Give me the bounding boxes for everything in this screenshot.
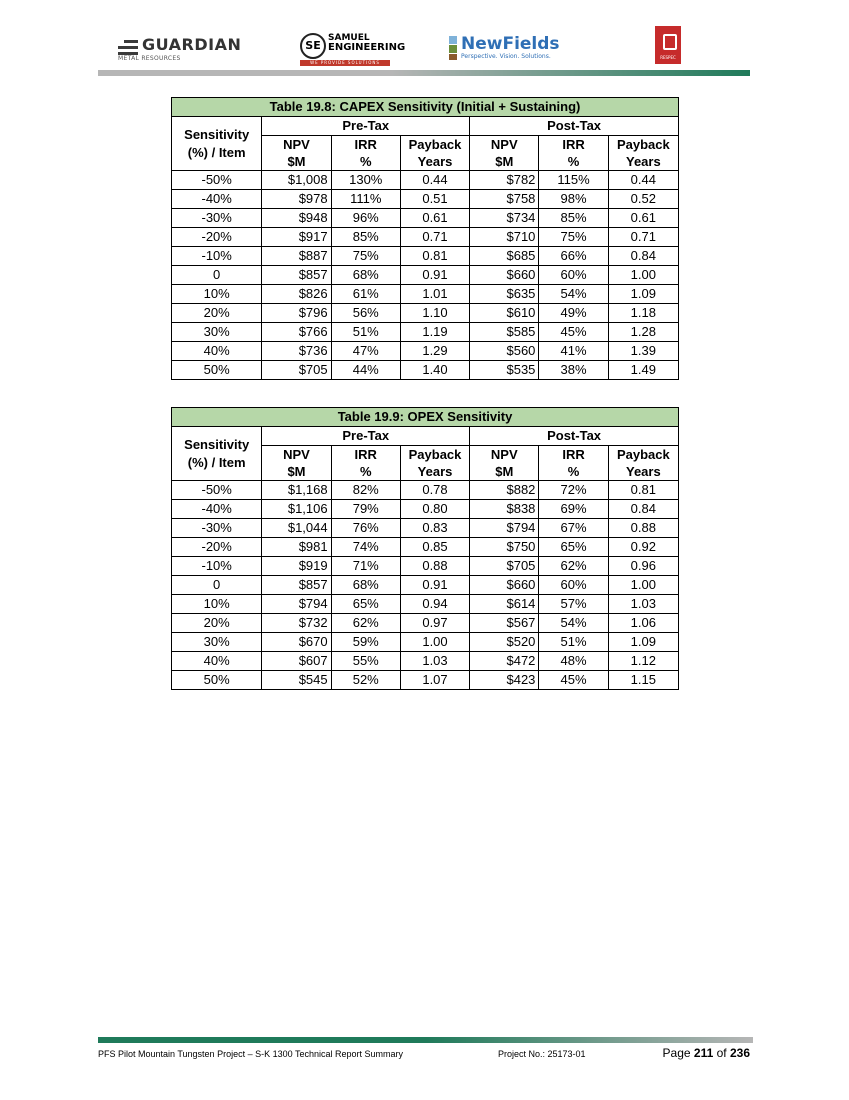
nf-square-icon xyxy=(449,45,457,53)
sensitivity-cell: -40% xyxy=(172,500,262,519)
value-cell: $1,008 xyxy=(262,171,331,190)
value-cell: $1,168 xyxy=(262,481,331,500)
value-cell: 65% xyxy=(331,595,400,614)
value-cell: 60% xyxy=(539,266,608,285)
column-unit: $M xyxy=(470,463,539,481)
value-cell: 1.39 xyxy=(608,342,678,361)
value-cell: $705 xyxy=(470,557,539,576)
value-cell: 52% xyxy=(331,671,400,690)
newfields-name: NewFields xyxy=(461,34,560,54)
capex-sensitivity-table xyxy=(171,97,679,380)
se-mark: SE xyxy=(300,33,326,59)
table-row xyxy=(172,595,679,614)
column-unit: % xyxy=(331,463,400,481)
sensitivity-cell: 10% xyxy=(172,595,262,614)
column-header: IRR xyxy=(539,136,608,154)
value-cell: $857 xyxy=(262,266,331,285)
value-cell: 65% xyxy=(539,538,608,557)
value-cell: $585 xyxy=(470,323,539,342)
value-cell: 0.97 xyxy=(400,614,469,633)
value-cell: $660 xyxy=(470,266,539,285)
se-logo-line1: SAMUEL xyxy=(328,33,370,43)
value-cell: 0.52 xyxy=(608,190,678,209)
value-cell: 1.09 xyxy=(608,285,678,304)
value-cell: $766 xyxy=(262,323,331,342)
value-cell: 1.29 xyxy=(400,342,469,361)
sensitivity-cell: -10% xyxy=(172,557,262,576)
respec-mark-icon xyxy=(663,34,677,50)
column-unit: $M xyxy=(470,153,539,171)
value-cell: 1.09 xyxy=(608,633,678,652)
value-cell: 1.07 xyxy=(400,671,469,690)
opex-sensitivity-table xyxy=(171,407,679,690)
sensitivity-cell: -40% xyxy=(172,190,262,209)
table-row xyxy=(172,342,679,361)
value-cell: $826 xyxy=(262,285,331,304)
column-header: NPV xyxy=(470,446,539,464)
value-cell: 62% xyxy=(539,557,608,576)
table-row xyxy=(172,190,679,209)
nf-square-icon xyxy=(449,36,457,44)
table-row xyxy=(172,304,679,323)
table-row xyxy=(172,323,679,342)
row-header-line2: (%) / Item xyxy=(187,454,246,470)
value-cell: $670 xyxy=(262,633,331,652)
value-cell: 1.40 xyxy=(400,361,469,380)
sensitivity-cell: 50% xyxy=(172,671,262,690)
value-cell: 1.15 xyxy=(608,671,678,690)
value-cell: 1.28 xyxy=(608,323,678,342)
respec-logo-text: RESPEC xyxy=(660,55,676,60)
table-row xyxy=(172,614,679,633)
table-title: Table 19.9: OPEX Sensitivity xyxy=(172,408,679,427)
value-cell: 74% xyxy=(331,538,400,557)
value-cell: $607 xyxy=(262,652,331,671)
value-cell: 82% xyxy=(331,481,400,500)
row-header xyxy=(172,427,262,481)
value-cell: 1.03 xyxy=(400,652,469,671)
sensitivity-cell: 40% xyxy=(172,652,262,671)
group-header-pretax: Pre-Tax xyxy=(262,427,470,446)
value-cell: $635 xyxy=(470,285,539,304)
value-cell: $796 xyxy=(262,304,331,323)
sensitivity-cell: -10% xyxy=(172,247,262,266)
sensitivity-cell: -50% xyxy=(172,171,262,190)
sensitivity-cell: 0 xyxy=(172,576,262,595)
value-cell: $705 xyxy=(262,361,331,380)
value-cell: $472 xyxy=(470,652,539,671)
value-cell: $1,106 xyxy=(262,500,331,519)
newfields-tagline: Perspective. Vision. Solutions. xyxy=(461,53,551,60)
value-cell: 41% xyxy=(539,342,608,361)
value-cell: $882 xyxy=(470,481,539,500)
value-cell: 38% xyxy=(539,361,608,380)
value-cell: 0.88 xyxy=(400,557,469,576)
table-row xyxy=(172,671,679,690)
value-cell: 0.78 xyxy=(400,481,469,500)
column-unit: $M xyxy=(262,463,331,481)
value-cell: 51% xyxy=(331,323,400,342)
value-cell: 1.06 xyxy=(608,614,678,633)
value-cell: 0.84 xyxy=(608,500,678,519)
value-cell: 0.91 xyxy=(400,266,469,285)
column-header: Payback xyxy=(608,446,678,464)
value-cell: 0.84 xyxy=(608,247,678,266)
sensitivity-cell: 20% xyxy=(172,304,262,323)
value-cell: 75% xyxy=(331,247,400,266)
column-header: IRR xyxy=(331,446,400,464)
page-total: 236 xyxy=(729,1046,750,1060)
value-cell: 111% xyxy=(331,190,400,209)
value-cell: 66% xyxy=(539,247,608,266)
value-cell: 68% xyxy=(331,266,400,285)
value-cell: 85% xyxy=(539,209,608,228)
value-cell: 0.44 xyxy=(608,171,678,190)
value-cell: 1.18 xyxy=(608,304,678,323)
table-row xyxy=(172,266,679,285)
column-unit: Years xyxy=(608,463,678,481)
value-cell: 62% xyxy=(331,614,400,633)
column-unit: $M xyxy=(262,153,331,171)
column-unit: % xyxy=(539,153,608,171)
value-cell: $782 xyxy=(470,171,539,190)
value-cell: 0.91 xyxy=(400,576,469,595)
value-cell: 115% xyxy=(539,171,608,190)
value-cell: 51% xyxy=(539,633,608,652)
sensitivity-cell: 20% xyxy=(172,614,262,633)
table-row xyxy=(172,361,679,380)
value-cell: 61% xyxy=(331,285,400,304)
table-body xyxy=(172,481,679,690)
value-cell: 1.49 xyxy=(608,361,678,380)
column-unit: Years xyxy=(608,153,678,171)
table-row xyxy=(172,171,679,190)
value-cell: $423 xyxy=(470,671,539,690)
group-header-posttax: Post-Tax xyxy=(470,117,679,136)
table-row xyxy=(172,519,679,538)
value-cell: $919 xyxy=(262,557,331,576)
value-cell: 0.88 xyxy=(608,519,678,538)
value-cell: $736 xyxy=(262,342,331,361)
row-header-line2: (%) / Item xyxy=(187,144,246,160)
table-row xyxy=(172,247,679,266)
row-header-line1: Sensitivity xyxy=(184,436,250,452)
guardian-logo xyxy=(118,35,242,62)
value-cell: $610 xyxy=(470,304,539,323)
value-cell: 0.81 xyxy=(400,247,469,266)
value-cell: $614 xyxy=(470,595,539,614)
table-row xyxy=(172,500,679,519)
value-cell: 48% xyxy=(539,652,608,671)
column-header: NPV xyxy=(262,136,331,154)
value-cell: 0.94 xyxy=(400,595,469,614)
value-cell: 96% xyxy=(331,209,400,228)
page-prefix: Page xyxy=(662,1046,691,1060)
column-header: NPV xyxy=(262,446,331,464)
value-cell: $567 xyxy=(470,614,539,633)
value-cell: 59% xyxy=(331,633,400,652)
value-cell: 130% xyxy=(331,171,400,190)
table-body xyxy=(172,171,679,380)
header-rule xyxy=(98,70,750,76)
value-cell: $710 xyxy=(470,228,539,247)
se-logo-line2: ENGINEERING xyxy=(328,42,406,53)
value-cell: 79% xyxy=(331,500,400,519)
page-current: 211 xyxy=(693,1046,714,1060)
sensitivity-cell: -20% xyxy=(172,538,262,557)
row-header xyxy=(172,117,262,171)
page-footer xyxy=(98,1046,750,1062)
value-cell: 0.51 xyxy=(400,190,469,209)
column-header: Payback xyxy=(400,136,469,154)
value-cell: $948 xyxy=(262,209,331,228)
value-cell: 54% xyxy=(539,285,608,304)
table-row xyxy=(172,228,679,247)
footer-project-number: Project No.: 25173-01 xyxy=(498,1049,586,1059)
table-row xyxy=(172,576,679,595)
value-cell: 69% xyxy=(539,500,608,519)
value-cell: 0.83 xyxy=(400,519,469,538)
column-header: IRR xyxy=(539,446,608,464)
column-unit: % xyxy=(331,153,400,171)
sensitivity-cell: -50% xyxy=(172,481,262,500)
sensitivity-cell: 40% xyxy=(172,342,262,361)
column-header: Payback xyxy=(608,136,678,154)
value-cell: 0.81 xyxy=(608,481,678,500)
value-cell: $794 xyxy=(470,519,539,538)
table-row xyxy=(172,557,679,576)
value-cell: 75% xyxy=(539,228,608,247)
value-cell: 47% xyxy=(331,342,400,361)
table-title: Table 19.8: CAPEX Sensitivity (Initial + Sustaining) xyxy=(172,98,679,117)
value-cell: 1.00 xyxy=(608,576,678,595)
value-cell: 0.71 xyxy=(608,228,678,247)
value-cell: $857 xyxy=(262,576,331,595)
sensitivity-cell: 50% xyxy=(172,361,262,380)
footer-rule xyxy=(98,1037,753,1043)
column-header: Payback xyxy=(400,446,469,464)
value-cell: 0.61 xyxy=(608,209,678,228)
group-header-posttax: Post-Tax xyxy=(470,427,679,446)
value-cell: 76% xyxy=(331,519,400,538)
value-cell: 0.80 xyxy=(400,500,469,519)
column-header: NPV xyxy=(470,136,539,154)
value-cell: 1.00 xyxy=(400,633,469,652)
table-row xyxy=(172,481,679,500)
value-cell: $838 xyxy=(470,500,539,519)
value-cell: 1.10 xyxy=(400,304,469,323)
value-cell: 0.92 xyxy=(608,538,678,557)
value-cell: 85% xyxy=(331,228,400,247)
value-cell: $734 xyxy=(470,209,539,228)
value-cell: 44% xyxy=(331,361,400,380)
value-cell: 1.00 xyxy=(608,266,678,285)
value-cell: 1.03 xyxy=(608,595,678,614)
footer-report-title: PFS Pilot Mountain Tungsten Project – S-K 1300 Technical Report Summary xyxy=(98,1049,403,1059)
nf-square-icon xyxy=(449,54,457,60)
value-cell: 0.61 xyxy=(400,209,469,228)
value-cell: 0.44 xyxy=(400,171,469,190)
value-cell: $917 xyxy=(262,228,331,247)
table-row xyxy=(172,538,679,557)
sensitivity-cell: 30% xyxy=(172,633,262,652)
value-cell: $794 xyxy=(262,595,331,614)
value-cell: 71% xyxy=(331,557,400,576)
value-cell: 57% xyxy=(539,595,608,614)
sensitivity-cell: -20% xyxy=(172,228,262,247)
page-header xyxy=(118,30,678,70)
table-row xyxy=(172,209,679,228)
table-row xyxy=(172,652,679,671)
sensitivity-cell: 30% xyxy=(172,323,262,342)
value-cell: 67% xyxy=(539,519,608,538)
value-cell: $750 xyxy=(470,538,539,557)
sensitivity-cell: -30% xyxy=(172,209,262,228)
value-cell: $545 xyxy=(262,671,331,690)
column-unit: Years xyxy=(400,463,469,481)
value-cell: $1,044 xyxy=(262,519,331,538)
value-cell: 45% xyxy=(539,323,608,342)
value-cell: $732 xyxy=(262,614,331,633)
value-cell: 0.96 xyxy=(608,557,678,576)
value-cell: $685 xyxy=(470,247,539,266)
value-cell: $887 xyxy=(262,247,331,266)
respec-logo xyxy=(655,26,681,64)
value-cell: $758 xyxy=(470,190,539,209)
sensitivity-cell: 0 xyxy=(172,266,262,285)
row-header-line1: Sensitivity xyxy=(184,126,250,142)
sensitivity-cell: -30% xyxy=(172,519,262,538)
value-cell: 1.19 xyxy=(400,323,469,342)
value-cell: 55% xyxy=(331,652,400,671)
value-cell: 72% xyxy=(539,481,608,500)
value-cell: $660 xyxy=(470,576,539,595)
guardian-logo-name: GUARDIAN xyxy=(142,35,242,54)
value-cell: 68% xyxy=(331,576,400,595)
value-cell: 98% xyxy=(539,190,608,209)
value-cell: $981 xyxy=(262,538,331,557)
column-unit: % xyxy=(539,463,608,481)
page-number xyxy=(663,1046,750,1060)
value-cell: $560 xyxy=(470,342,539,361)
value-cell: 54% xyxy=(539,614,608,633)
value-cell: 49% xyxy=(539,304,608,323)
se-logo-tagline: WE PROVIDE SOLUTIONS xyxy=(300,60,390,66)
sensitivity-cell: 10% xyxy=(172,285,262,304)
column-header: IRR xyxy=(331,136,400,154)
guardian-logo-sub: METAL RESOURCES xyxy=(118,55,181,62)
value-cell: 60% xyxy=(539,576,608,595)
value-cell: $520 xyxy=(470,633,539,652)
value-cell: 0.85 xyxy=(400,538,469,557)
value-cell: 1.01 xyxy=(400,285,469,304)
value-cell: $978 xyxy=(262,190,331,209)
value-cell: 56% xyxy=(331,304,400,323)
value-cell: 1.12 xyxy=(608,652,678,671)
value-cell: $535 xyxy=(470,361,539,380)
table-row xyxy=(172,285,679,304)
value-cell: 0.71 xyxy=(400,228,469,247)
page-of: of xyxy=(716,1046,727,1060)
value-cell: 45% xyxy=(539,671,608,690)
column-unit: Years xyxy=(400,153,469,171)
table-row xyxy=(172,633,679,652)
group-header-pretax: Pre-Tax xyxy=(262,117,470,136)
